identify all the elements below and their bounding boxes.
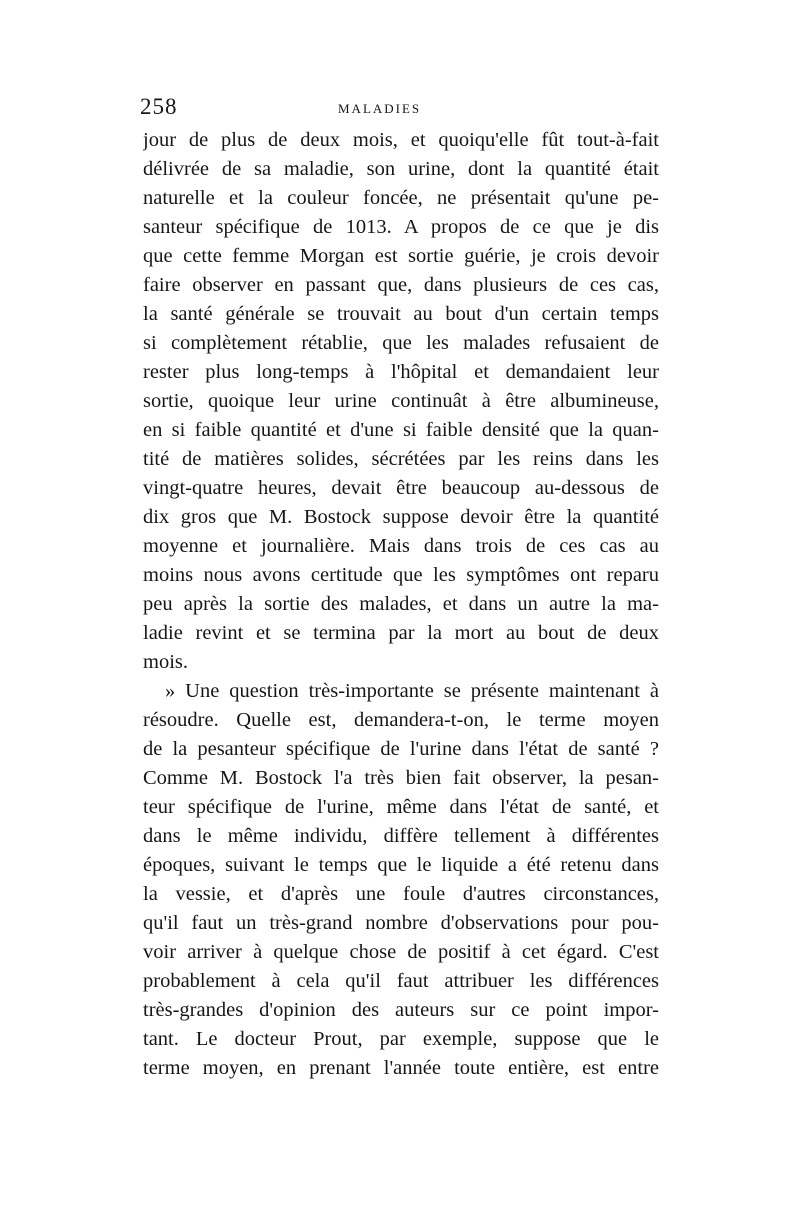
- text-line: santeur spécifique de 1013. A propos de ce que je dis: [143, 216, 659, 238]
- text-line: très-grandes d'opinion des auteurs sur ce point impor-: [143, 999, 659, 1021]
- text-line: rester plus long-temps à l'hôpital et demandaient leur: [143, 361, 659, 383]
- running-head: MALADIES: [338, 101, 422, 116]
- text-line: Comme M. Bostock l'a très bien fait observer, la pesan-: [143, 767, 659, 789]
- text-line: tant. Le docteur Prout, par exemple, suppose que le: [143, 1028, 659, 1050]
- text-line: tité de matières solides, sécrétées par les reins dans les: [143, 448, 659, 470]
- text-line: probablement à cela qu'il faut attribuer les différences: [143, 970, 659, 992]
- text-line: faire observer en passant que, dans plusieurs de ces cas,: [143, 274, 659, 296]
- text-line: voir arriver à quelque chose de positif à cet égard. C'est: [143, 941, 659, 963]
- text-line: jour de plus de deux mois, et quoiqu'elle fût tout-à-fait: [143, 129, 659, 151]
- text-line: époques, suivant le temps que le liquide a été retenu dans: [143, 854, 659, 876]
- page-number: 258: [140, 94, 178, 119]
- body-text: [143, 126, 659, 1083]
- text-line: dix gros que M. Bostock suppose devoir être la quantité: [143, 506, 659, 528]
- text-line: la santé générale se trouvait au bout d'un certain temps: [143, 303, 659, 325]
- text-line: moyenne et journalière. Mais dans trois de ces cas au: [143, 535, 659, 557]
- text-line: naturelle et la couleur foncée, ne présentait qu'une pe-: [143, 187, 659, 209]
- text-line: terme moyen, en prenant l'année toute entière, est entre: [143, 1057, 659, 1079]
- text-line: moins nous avons certitude que les symptômes ont reparu: [143, 564, 659, 586]
- text-line: si complètement rétablie, que les malades refusaient de: [143, 332, 659, 354]
- text-line: sortie, quoique leur urine continuât à être albumineuse,: [143, 390, 659, 412]
- text-line: vingt-quatre heures, devait être beaucoup au-dessous de: [143, 477, 659, 499]
- text-line: mois.: [143, 651, 188, 673]
- text-line: que cette femme Morgan est sortie guérie, je crois devoir: [143, 245, 659, 267]
- text-line: en si faible quantité et d'une si faible densité que la quan-: [143, 419, 659, 441]
- text-line: peu après la sortie des malades, et dans un autre la ma-: [143, 593, 659, 615]
- text-line: délivrée de sa maladie, son urine, dont la quantité était: [143, 158, 659, 180]
- text-line: ladie revint et se termina par la mort au bout de deux: [143, 622, 659, 644]
- text-line: » Une question très-importante se présente maintenant à: [165, 680, 659, 702]
- text-line: teur spécifique de l'urine, même dans l'état de santé, et: [143, 796, 659, 818]
- text-line: qu'il faut un très-grand nombre d'observations pour pou-: [143, 912, 659, 934]
- text-line: dans le même individu, diffère tellement à différentes: [143, 825, 659, 847]
- page-header: [140, 94, 660, 124]
- text-line: la vessie, et d'après une foule d'autres circonstances,: [143, 883, 659, 905]
- text-line: résoudre. Quelle est, demandera-t-on, le terme moyen: [143, 709, 659, 731]
- text-line: de la pesanteur spécifique de l'urine dans l'état de santé ?: [143, 738, 659, 760]
